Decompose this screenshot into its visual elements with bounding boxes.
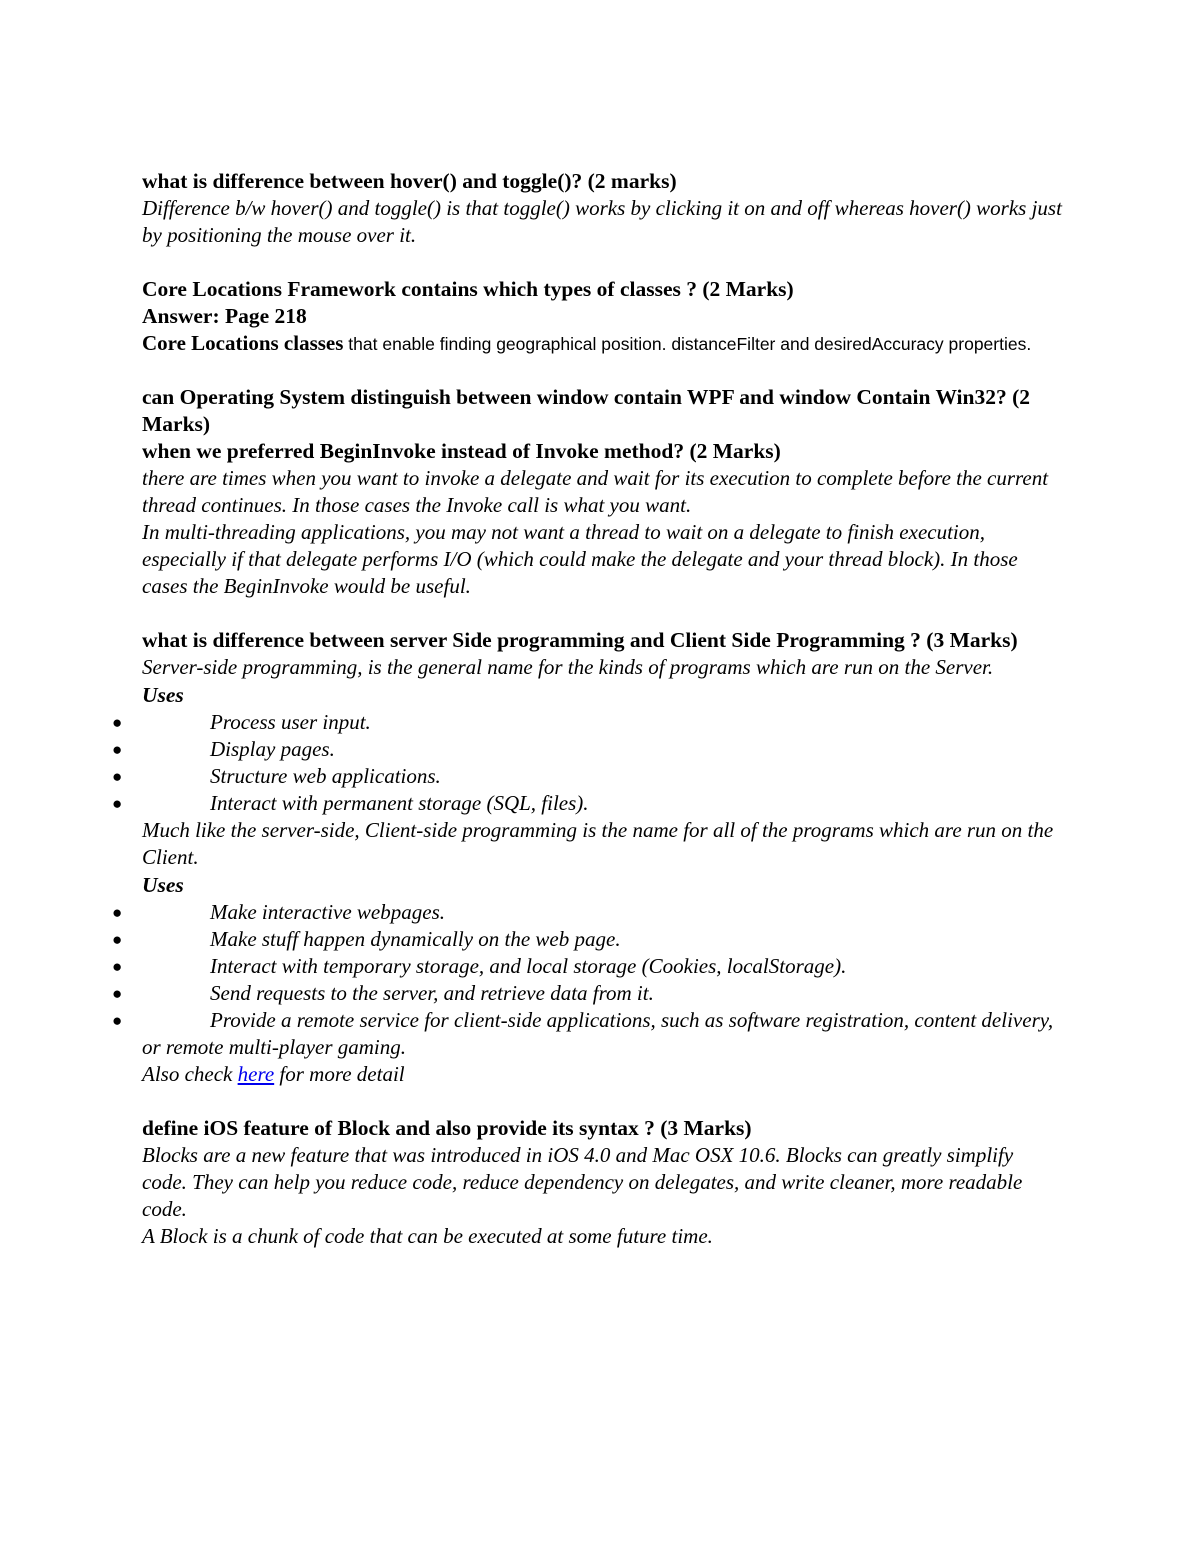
list-item: ● Make interactive webpages.: [112, 900, 445, 924]
list-item: ● Send requests to the server, and retrieve data from it.: [112, 981, 654, 1005]
bullet-icon: ●: [112, 794, 123, 813]
list-item: ● Provide a remote service for client-side applications, such as software registration, content delivery, or remote multi-player gaming.: [112, 1008, 1054, 1059]
bullet-icon: ●: [112, 984, 123, 1003]
server-uses-list: [112, 709, 1062, 817]
document-page: [112, 168, 1062, 1250]
question-server-client: what is difference between server Side programming and Client Side Programming ? (3 Marks): [142, 628, 1018, 652]
bullet-icon: ●: [112, 930, 123, 949]
question-wpf-win32: can Operating System distinguish between window contain WPF and window Contain Win32? (2 Marks): [142, 385, 1031, 436]
answer-page-label: Answer: Page 218: [142, 304, 307, 328]
bullet-icon: ●: [112, 1011, 123, 1030]
answer-core-locations: [142, 330, 1062, 357]
server-side-intro: Server-side programming, is the general name for the kinds of programs which are run on the Server.: [142, 655, 994, 679]
question-begininvoke: when we preferred BeginInvoke instead of Invoke method? (2 Marks): [142, 439, 781, 463]
answer-ios-block-p2: A Block is a chunk of code that can be executed at some future time.: [142, 1224, 713, 1248]
client-uses-heading: Uses: [142, 873, 184, 897]
list-item: ● Process user input.: [112, 710, 371, 734]
here-link[interactable]: here: [237, 1062, 275, 1086]
client-side-intro: Much like the server-side, Client-side programming is the name for all of the programs which are run on the Client.: [142, 818, 1054, 869]
answer-ios-block-p1: Blocks are a new feature that was introduced in iOS 4.0 and Mac OSX 10.6. Blocks can greatly simplify code. They can help you reduce code, reduce dependency on delegates, and write cleaner, more readable code.: [142, 1143, 1023, 1221]
list-item: ● Interact with temporary storage, and local storage (Cookies, localStorage).: [112, 954, 847, 978]
server-uses-heading: Uses: [142, 683, 184, 707]
question-ios-block: define iOS feature of Block and also provide its syntax ? (3 Marks): [142, 1116, 752, 1140]
answer-hover-toggle: Difference b/w hover() and toggle() is that toggle() works by clicking it on and off whereas hover() works just by positioning the mouse over it.: [142, 196, 1062, 247]
answer-core-locations-bold: Core Locations classes: [142, 331, 344, 355]
list-item: ● Structure web applications.: [112, 764, 441, 788]
bullet-icon: ●: [112, 767, 123, 786]
list-item: ● Make stuff happen dynamically on the web page.: [112, 927, 621, 951]
bullet-icon: ●: [112, 713, 123, 732]
list-item: ● Display pages.: [112, 737, 335, 761]
list-item: ● Interact with permanent storage (SQL, files).: [112, 791, 589, 815]
question-hover-toggle: what is difference between hover() and toggle()? (2 marks): [142, 169, 677, 193]
answer-core-locations-rest: that enable finding geographical position. distanceFilter and desiredAccuracy properties.: [343, 334, 1032, 354]
answer-begininvoke-p2: In multi-threading applications, you may not want a thread to wait on a delegate to finish execution, especially if that delegate performs I/O (which could make the delegate and your thread block). In those cases the BeginInvoke would be useful.: [142, 520, 1018, 598]
client-uses-list: [112, 899, 1062, 1061]
also-check-line: Also check here for more detail: [142, 1062, 405, 1086]
bullet-icon: ●: [112, 740, 123, 759]
question-core-locations: Core Locations Framework contains which types of classes ? (2 Marks): [142, 277, 794, 301]
answer-begininvoke-p1: there are times when you want to invoke a delegate and wait for its execution to complete before the current thread continues. In those cases the Invoke call is what you want.: [142, 466, 1049, 517]
bullet-icon: ●: [112, 903, 123, 922]
bullet-icon: ●: [112, 957, 123, 976]
